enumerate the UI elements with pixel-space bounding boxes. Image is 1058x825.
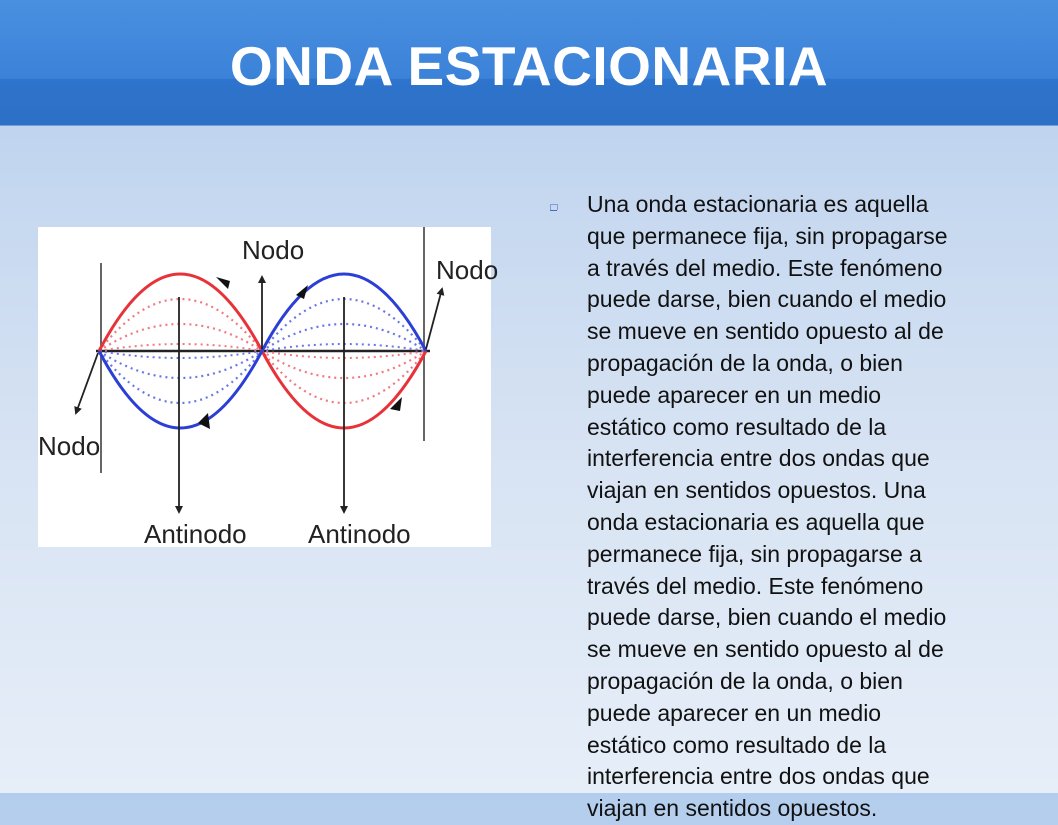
body-paragraph: Una onda estacionaria es aquella que permanece fija, sin propagarse a través del medio. Este fenómeno puede darse, bien cuando el medio se mueve en sentido opuesto al de propagación de la onda, o bien puede aparecer en un medio estático como resultado de la interferencia entre dos ondas que viajan en sentidos opuestos. Una onda estacionaria es aquella que permanece fija, sin propagarse a través del medio. Este fenómeno puede darse, bien cuando el medio se mueve en sentido opuesto al de propagación de la onda, o bien puede aparecer en un medio estático como resultado de la interferencia entre dos ondas que viajan en sentidos opuestos. <box>587 191 948 822</box>
label-nodo-top-center: Nodo <box>242 235 305 265</box>
label-nodo-top-right: Nodo <box>436 255 499 285</box>
node-left-arrow <box>76 353 98 413</box>
title-bar <box>0 0 1058 126</box>
red-motion-arrowhead-1 <box>216 277 230 289</box>
standing-wave-diagram <box>38 227 499 549</box>
node-right-arrow <box>426 289 442 349</box>
label-antinodo-right: Antinodo <box>308 519 411 549</box>
label-nodo-left: Nodo <box>38 431 101 461</box>
blue-motion-arrowhead-2 <box>198 413 210 429</box>
slide-title: ONDA ESTACIONARIA <box>229 35 829 97</box>
label-antinodo-left: Antinodo <box>144 519 247 549</box>
bullet-marker <box>550 204 557 211</box>
